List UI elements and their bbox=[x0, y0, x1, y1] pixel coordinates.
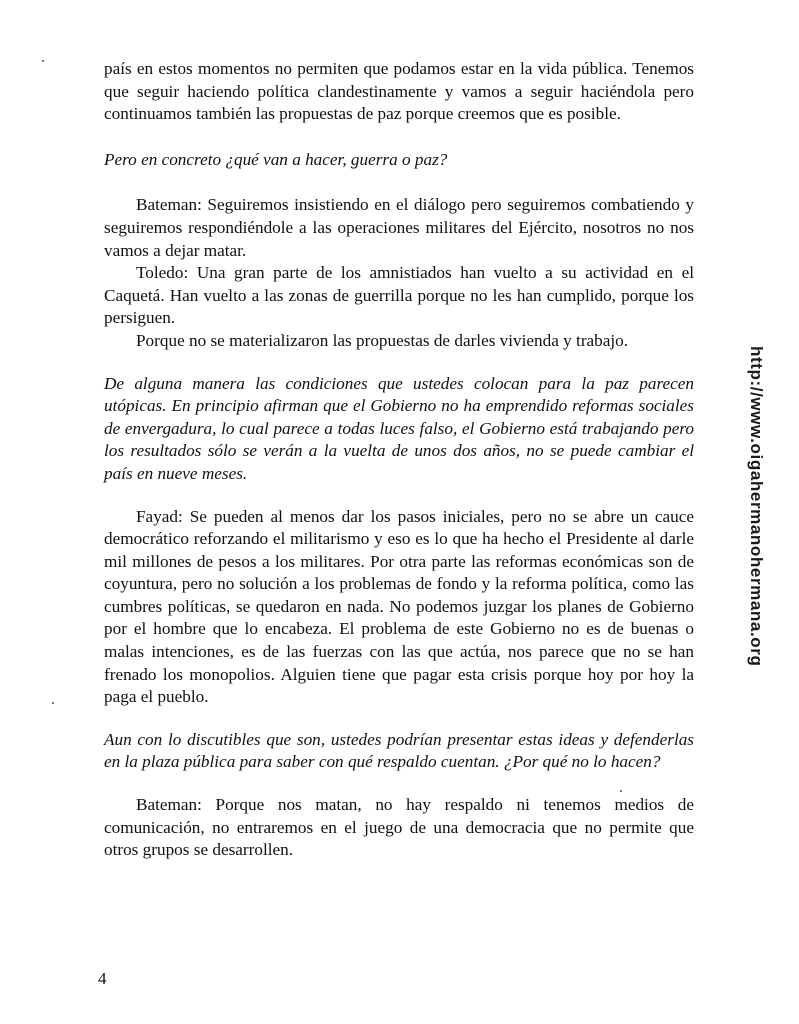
page-body bbox=[104, 58, 694, 862]
answer-paragraph: Porque no se materializaron las propuestas de darles vivienda y trabajo. bbox=[136, 330, 629, 350]
page-number: 4 bbox=[98, 969, 107, 988]
scan-speck bbox=[620, 790, 622, 792]
answer-paragraph: Bateman: Seguiremos insistiendo en el diálogo pero seguiremos combatiendo y seguiremos respondiéndole a las operaciones militares del Ejército, nosotros no nos vamos a dejar matar. bbox=[104, 195, 694, 260]
scan-speck bbox=[42, 60, 44, 62]
answer-paragraph: Fayad: Se pueden al menos dar los pasos iniciales, pero no se abre un cauce democrático reforzando el militarismo y eso es lo que ha hecho el Presidente al darle mil millones de pesos a los militares. Por otra parte las reformas económicas son de coyuntura, pero no solución a los problemas de fondo y la reforma política, como las cumbres políticas, se quedaron en nada. No podemos juzgar los planes de Gobierno por el hombre que lo encabeza. El problema de este Gobierno no es de buenas o malas intenciones, es de las fuerzas con las que actúa, nos parece que no se han frenado los monopolios. Alguien tiene que pagar esta crisis porque hoy por hoy la paga el pueblo. bbox=[104, 506, 694, 707]
answer-paragraph: Bateman: Porque nos matan, no hay respaldo ni tenemos medios de comunicación, no entraremos en el juego de una democracia que no permite que otros grupos se desarrollen. bbox=[104, 795, 694, 860]
watermark-url: http://www.oigahermanohermana.org bbox=[747, 346, 766, 667]
scan-speck bbox=[52, 702, 54, 704]
question-paragraph: Aun con lo discutibles que son, ustedes podrían presentar estas ideas y defenderlas en la plaza pública para saber con qué respaldo cuentan. ¿Por qué no lo hacen? bbox=[104, 729, 694, 772]
answer-paragraph-continued: país en estos momentos no permiten que podamos estar en la vida pública. Tenemos que seguir haciendo política clandestinamente y vamos a seguir haciéndola pero continuamos también las propuestas de paz porque creemos que es posible. bbox=[104, 59, 694, 124]
question-paragraph: Pero en concreto ¿qué van a hacer, guerra o paz? bbox=[104, 149, 448, 169]
answer-paragraph: Toledo: Una gran parte de los amnistiados han vuelto a su actividad en el Caquetá. Han vuelto a las zonas de guerrilla porque no les han cumplido, porque los persiguen. bbox=[104, 263, 694, 328]
question-paragraph: De alguna manera las condiciones que ustedes colocan para la paz parecen utópicas. En principio afirman que el Gobierno no ha emprendido reformas sociales de envergadura, lo cual parece a todas luces falso, el Gobierno está trabajando pero los resultados sólo se verán a la vuelta de unos dos años, no se puede cambiar el país en nueve meses. bbox=[104, 373, 694, 483]
